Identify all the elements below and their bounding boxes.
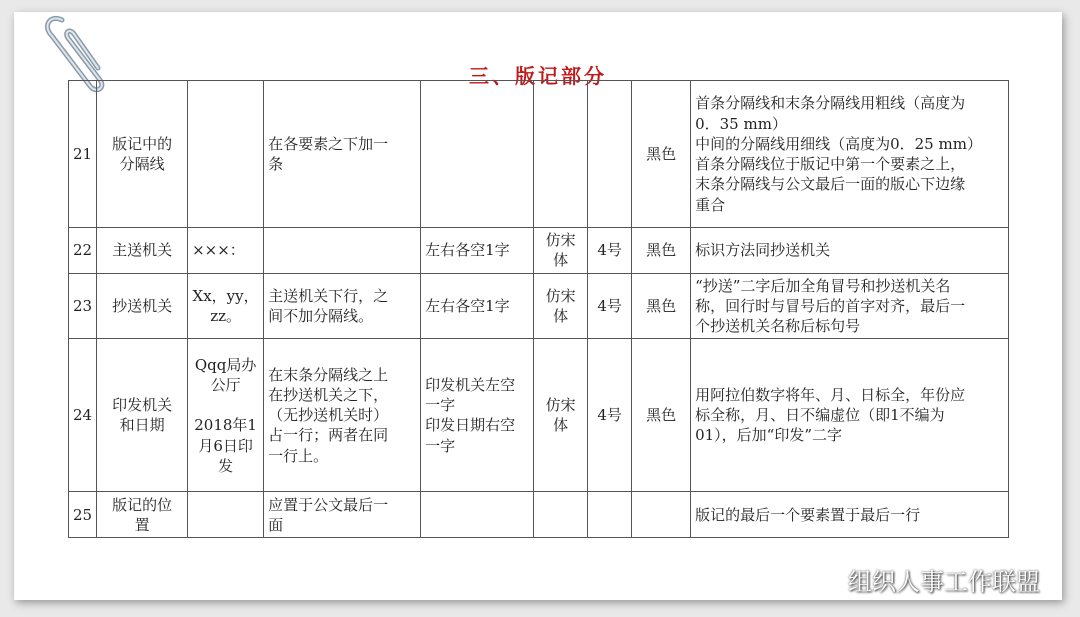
position-cell: 在各要素之下加一 条: [264, 81, 421, 228]
position-cell: [264, 228, 421, 274]
section-title: 三、版记部分: [469, 64, 607, 88]
position-cell: 主送机关下行，之 间不加分隔线。: [264, 273, 421, 339]
sample-cell: [188, 81, 264, 228]
watermark: [806, 562, 1040, 597]
table-row: [69, 273, 1009, 339]
note-cell: 标识方法同抄送机关: [691, 228, 1009, 274]
row-number: 23: [69, 273, 97, 339]
spec-table: [68, 80, 1009, 538]
table-row: [69, 339, 1009, 492]
indent-cell: 左右各空1字: [421, 228, 534, 274]
note-cell: “抄送”二字后加全角冒号和抄送机关名 称，回行时与冒号后的首字对齐，最后一 个抄送机关名称后标句号: [691, 273, 1009, 339]
indent-cell: [421, 492, 534, 538]
table-row: [69, 228, 1009, 274]
color-cell: 黑色: [632, 228, 691, 274]
note-cell: 首条分隔线和末条分隔线用粗线（高度为 0．35 mm） 中间的分隔线用细线（高度为0．25 mm） 首条分隔线位于版记中第一个要素之上， 末条分隔线与公文最后一面的版心下边缘 重合: [691, 81, 1009, 228]
element-name: 印发机关 和日期: [97, 339, 188, 492]
font-cell: 仿宋 体: [534, 273, 588, 339]
note-cell: 版记的最后一个要素置于最后一行: [691, 492, 1009, 538]
table-row: [69, 81, 1009, 228]
element-name: 主送机关: [97, 228, 188, 274]
font-cell: 仿宋 体: [534, 339, 588, 492]
row-number: 25: [69, 492, 97, 538]
color-cell: 黑色: [632, 339, 691, 492]
color-cell: [632, 492, 691, 538]
element-name: 抄送机关: [97, 273, 188, 339]
watermark-text: 组织人事工作联盟: [848, 568, 1040, 596]
font-cell: 仿宋 体: [534, 228, 588, 274]
size-cell: 4号: [588, 339, 632, 492]
sample-cell: Xx，yy， zz。: [188, 273, 264, 339]
sample-cell: [188, 492, 264, 538]
color-cell: 黑色: [632, 273, 691, 339]
indent-cell: [421, 81, 534, 228]
color-cell: 黑色: [632, 81, 691, 228]
position-cell: 应置于公文最后一 面: [264, 492, 421, 538]
element-name: 版记的位 置: [97, 492, 188, 538]
element-name: 版记中的 分隔线: [97, 81, 188, 228]
row-number: 22: [69, 228, 97, 274]
row-number: 21: [69, 81, 97, 228]
table-row: [69, 492, 1009, 538]
font-cell: [534, 81, 588, 228]
size-cell: [588, 81, 632, 228]
font-cell: [534, 492, 588, 538]
document-page: [14, 12, 1062, 600]
sample-cell: ×××：: [188, 228, 264, 274]
size-cell: 4号: [588, 228, 632, 274]
sample-cell: Qqq局办 公厅 2018年1 月6日印 发: [188, 339, 264, 492]
size-cell: [588, 492, 632, 538]
position-cell: 在末条分隔线之上 在抄送机关之下， （无抄送机关时） 占一行；两者在同 一行上。: [264, 339, 421, 492]
size-cell: 4号: [588, 273, 632, 339]
indent-cell: 左右各空1字: [421, 273, 534, 339]
indent-cell: 印发机关左空 一字 印发日期右空 一字: [421, 339, 534, 492]
row-number: 24: [69, 339, 97, 492]
note-cell: 用阿拉伯数字将年、月、日标全，年份应 标全称，月、日不编虚位（即1不编为 01），后加“印发”二字: [691, 339, 1009, 492]
wechat-icon: [806, 566, 840, 594]
